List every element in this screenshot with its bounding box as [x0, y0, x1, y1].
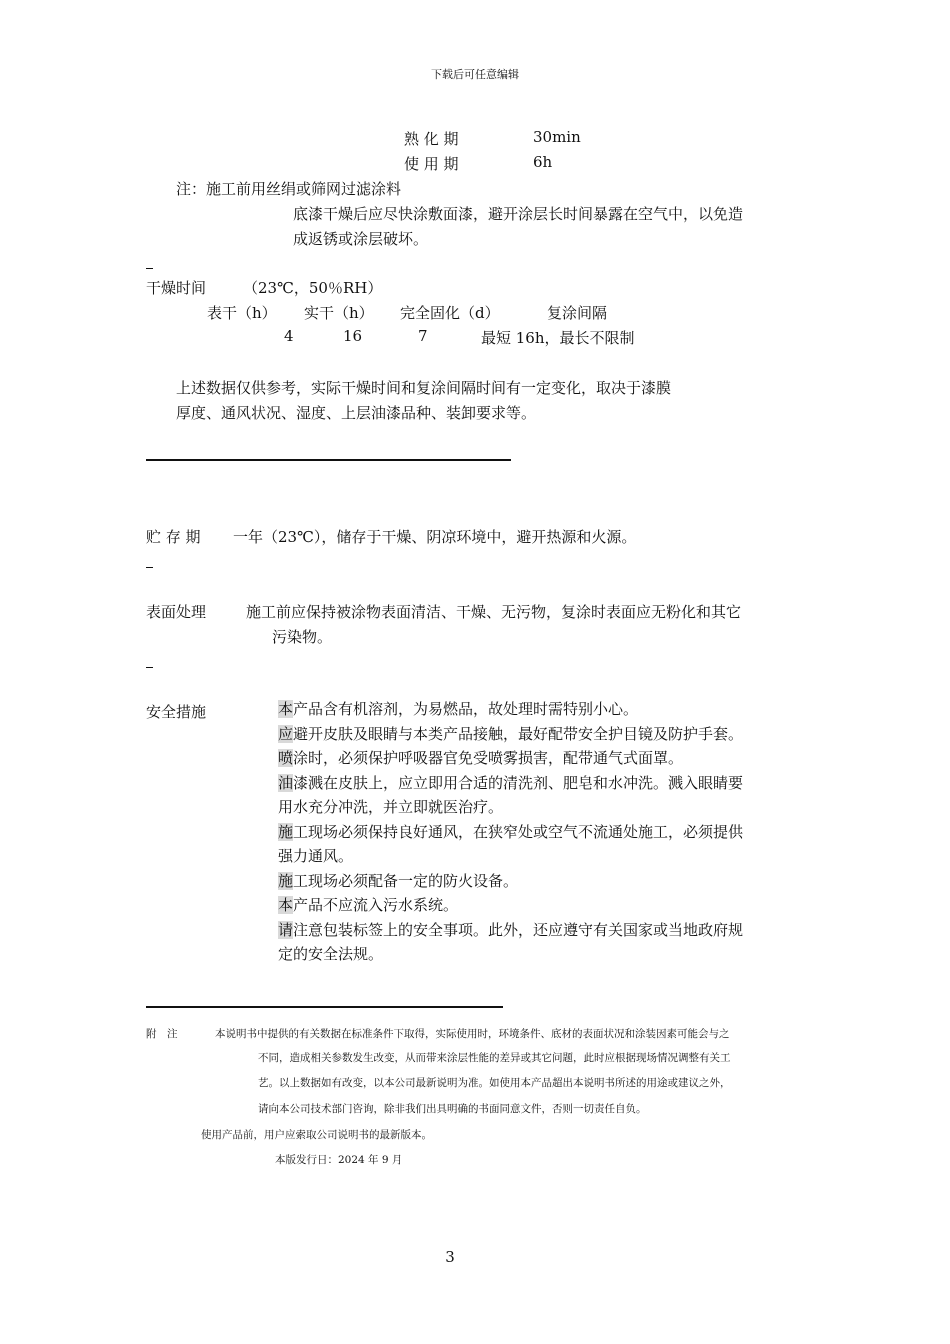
safety-label: 安全措施 [146, 703, 207, 721]
safety-item-first-char: 施 [278, 822, 294, 841]
drying-condition: （23℃，50％RH） [243, 279, 383, 297]
safety-item-text: 工现场必须保持良好通风，在狭窄处或空气不流通处施工，必须提供 [293, 822, 744, 841]
dash-marker [146, 667, 153, 668]
cure-label-potlife: 使 用 期 [404, 155, 459, 173]
appendix-label: 附 注 [146, 1028, 178, 1040]
safety-list [278, 697, 743, 967]
safety-item [278, 697, 743, 722]
safety-item-first-char: 油 [278, 773, 294, 792]
safety-item [278, 820, 743, 845]
safety-item-text: 工现场必须配备一定的防火设备。 [293, 871, 519, 890]
safety-item [278, 893, 743, 918]
drying-header-surface-dry: 表干（h） [207, 304, 277, 322]
appendix-line: 请向本公司技术部门咨询，除非我们出具明确的书面同意文件，否则一切责任自负。 [258, 1103, 647, 1115]
page-number: 3 [445, 1248, 455, 1266]
cure-value-maturation: 30min [533, 128, 581, 146]
safety-item-text: 注意包装标签上的安全事项。此外，还应遵守有关国家或当地政府规 [293, 920, 744, 939]
drying-remark-line: 厚度、通风状况、湿度、上层油漆品种、装卸要求等。 [176, 404, 537, 422]
safety-item-first-char: 喷 [278, 749, 294, 767]
safety-item-continuation: 定的安全法规。 [278, 945, 384, 963]
safety-item-text: 避开皮肤及眼睛与本类产品接触，最好配带安全护目镜及防护手套。 [293, 724, 744, 743]
surface-label: 表面处理 [146, 603, 207, 621]
safety-item-text: 产品不应流入污水系统。 [293, 896, 459, 914]
appendix-usage: 使用产品前，用户应索取公司说明书的最新版本。 [201, 1129, 432, 1141]
safety-item-first-char: 应 [278, 724, 294, 743]
dash-marker [146, 567, 153, 568]
cure-value-potlife: 6h [533, 153, 553, 171]
dash-marker [146, 268, 153, 269]
drying-value-surface-dry: 4 [284, 327, 294, 345]
filter-note: 注：施工前用丝绢或筛网过滤涂料 [176, 180, 402, 198]
note-line: 成返锈或涂层破坏。 [293, 230, 429, 248]
appendix-line: 不同，造成相关参数发生改变，从而带来涂层性能的差异或其它问题，此时应根据现场情况调整有关工 [258, 1052, 731, 1064]
drying-value-recoat: 最短 16h，最长不限制 [481, 329, 635, 347]
safety-item-first-char: 施 [278, 871, 294, 890]
drying-title: 干燥时间 [146, 279, 207, 297]
safety-item [278, 722, 743, 747]
page-header: 下载后可任意编辑 [431, 68, 519, 81]
surface-line: 污染物。 [272, 628, 333, 646]
section-divider [146, 459, 511, 461]
safety-item-first-char: 本 [278, 700, 294, 718]
safety-item-first-char: 本 [278, 896, 294, 914]
appendix-line: 艺。以上数据如有改变，以本公司最新说明为准。如使用本产品超出本说明书所述的用途或建议之外， [258, 1077, 731, 1089]
safety-item-continuation: 用水充分冲洗，并立即就医治疗。 [278, 798, 504, 816]
drying-header-full-cure: 完全固化（d） [400, 304, 500, 322]
storage-label: 贮 存 期 [146, 528, 201, 546]
storage-text: 一年（23℃），储存于干燥、阴凉环境中，避开热源和火源。 [233, 528, 637, 546]
safety-item [278, 746, 743, 771]
safety-item [278, 869, 743, 894]
safety-item-text: 漆溅在皮肤上，应立即用合适的清洗剂、肥皂和水冲洗。溅入眼睛要 [293, 773, 744, 792]
note-line: 底漆干燥后应尽快涂敷面漆，避开涂层长时间暴露在空气中，以免造 [293, 205, 744, 223]
safety-item [278, 771, 743, 796]
cure-label-maturation: 熟 化 期 [404, 130, 459, 148]
drying-header-recoat: 复涂间隔 [547, 304, 608, 322]
drying-header-hard-dry: 实干（h） [304, 304, 374, 322]
safety-item-text: 涂时，必须保护呼吸器官免受喷雾损害，配带通气式面罩。 [293, 749, 684, 767]
safety-item-continuation: 强力通风。 [278, 847, 354, 865]
drying-value-full-cure: 7 [418, 327, 428, 345]
surface-line: 施工前应保持被涂物表面清洁、干燥、无污物，复涂时表面应无粉化和其它 [246, 603, 742, 621]
issue-date: 本版发行日：2024 年 9 月 [275, 1154, 403, 1166]
safety-item [278, 918, 743, 943]
drying-remark-line: 上述数据仅供参考，实际干燥时间和复涂间隔时间有一定变化，取决于漆膜 [176, 379, 672, 397]
safety-item-first-char: 请 [278, 920, 294, 939]
appendix-line: 本说明书中提供的有关数据在标准条件下取得，实际使用时，环境条件、底材的表面状况和涂装因素可能会与之 [215, 1028, 730, 1040]
drying-value-hard-dry: 16 [343, 327, 363, 345]
safety-item-text: 产品含有机溶剂，为易燃品，故处理时需特别小心。 [293, 700, 639, 718]
section-divider [146, 1006, 503, 1008]
